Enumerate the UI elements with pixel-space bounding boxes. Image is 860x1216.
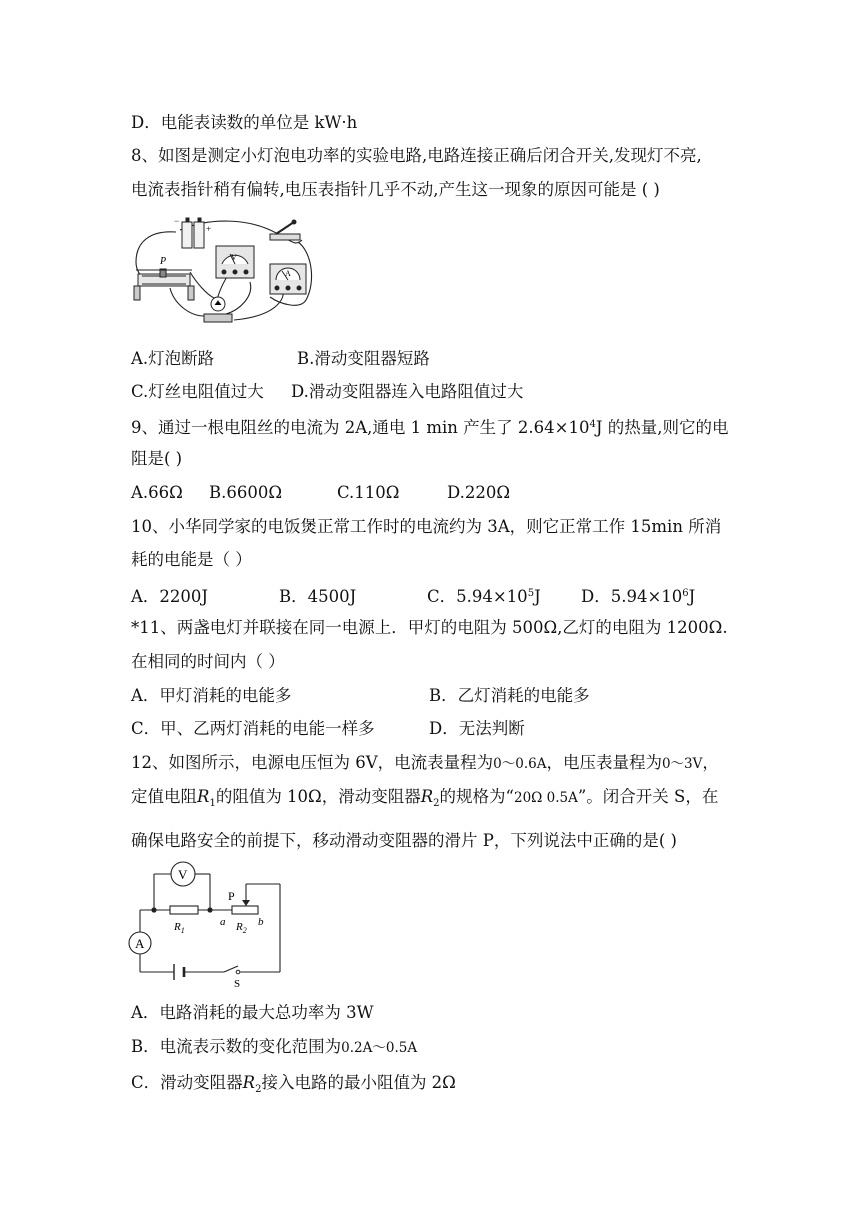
q12-r1-subscript: 1 xyxy=(209,798,216,809)
q10-option-c-text: C．5.94×10 xyxy=(427,587,528,606)
q9-exponent: 4 xyxy=(589,419,596,430)
ammeter-symbol: A xyxy=(135,936,145,951)
q12-ammeter-range: 0～0.6A xyxy=(493,756,547,772)
q12-voltmeter-range: 0～3V xyxy=(661,756,703,772)
q9-stem-line1 xyxy=(131,414,728,439)
q11-options-row2 xyxy=(131,718,525,740)
q12-r1-symbol: R xyxy=(197,787,210,806)
q8-option-a: A.灯泡断路 xyxy=(131,349,215,368)
q12-option-c-text: C．滑动变阻器 xyxy=(131,1073,243,1092)
q12-stem-line1 xyxy=(131,752,719,775)
q8-option-d: D.滑动变阻器连入电路阻值过大 xyxy=(291,382,524,401)
q11-options-row1 xyxy=(131,685,590,707)
q12-option-a: A．电路消耗的最大总功率为 3W xyxy=(131,1003,374,1022)
q10-option-d-unit: J xyxy=(688,587,696,606)
end-a-label: a xyxy=(220,916,226,928)
q12-option-b-text: B．电流表示数的变化范围为 xyxy=(131,1037,342,1056)
q7-option-d: D．电能表读数的单位是 kW·h xyxy=(131,113,358,132)
q8-options-row2 xyxy=(131,381,523,403)
q8-stem-line2: 电流表指针稍有偏转,电压表指针几乎不动,产生这一现象的原因可能是 ( ) xyxy=(131,180,660,199)
q8-stem-line1: 8、如图是测定小灯泡电功率的实验电路,电路连接正确后闭合开关,发现灯不亮, xyxy=(131,146,702,165)
q11-option-c: C．甲、乙两灯消耗的电能一样多 xyxy=(131,719,375,738)
battery-plus-label: + xyxy=(206,224,212,234)
ammeter-label: A xyxy=(285,269,291,278)
q12-r2-symbol: R xyxy=(420,787,434,806)
q10-option-c-unit: J xyxy=(534,587,541,606)
q12-option-c-r-subscript: 2 xyxy=(255,1084,262,1095)
q10-option-c xyxy=(427,583,581,608)
q12-stem-comma: ， xyxy=(702,753,719,772)
q8-circuit-photo xyxy=(130,212,320,330)
q9-stem-text: 9、通过一根电阻丝的电流为 2A,通电 1 min 产生了 2.64×10 xyxy=(131,418,590,437)
q12-stem-text-3: 定值电阻 xyxy=(131,787,197,806)
q12-option-c-text-end: 接入电路的最小阻值为 2Ω xyxy=(261,1073,456,1092)
voltmeter-symbol: V xyxy=(178,867,188,882)
slider-p-label: P xyxy=(228,889,235,903)
q12-rheostat-spec: 20Ω 0.5A xyxy=(513,790,578,806)
q11-option-b: B．乙灯消耗的电能多 xyxy=(429,686,590,705)
q12-stem-text-2: ，电压表量程为 xyxy=(546,753,662,772)
q8-option-b: B.滑动变阻器短路 xyxy=(297,349,430,368)
q10-stem-line1: 10、小华同学家的电饭煲正常工作时的电流约为 3A，则它正常工作 15min 所消 xyxy=(131,517,722,536)
q11-option-a: A．甲灯消耗的电能多 xyxy=(131,686,292,705)
q10-stem-line2: 耗的电能是（ ） xyxy=(131,550,252,569)
q12-option-c-r-symbol: R xyxy=(242,1073,256,1092)
q11-stem-line1: *11、两盏电灯并联接在同一电源上．甲灯的电阻为 500Ω,乙灯的电阻为 1200Ω. xyxy=(131,618,728,637)
q9-option-c: C.110Ω xyxy=(337,483,400,502)
slider-p-label: P xyxy=(160,256,167,267)
q10-option-c-exponent: 5 xyxy=(527,588,535,599)
q9-stem-line2: 阻是( ) xyxy=(131,449,183,468)
q12-stem-text-5: 的规格为“ xyxy=(439,787,514,806)
r1-label-letter: R xyxy=(174,921,181,933)
q12-option-b xyxy=(131,1036,417,1059)
q12-stem-text-6: ”。闭合开关 S，在 xyxy=(577,787,719,806)
q8-options-row1 xyxy=(131,348,430,370)
q12-r2-subscript: 2 xyxy=(433,798,440,809)
q9-option-a: A.66Ω xyxy=(131,483,183,502)
q10-option-d-exponent: 6 xyxy=(682,588,689,599)
r2-label xyxy=(235,921,247,935)
end-b-label: b xyxy=(258,916,264,928)
q10-option-d-text: D．5.94×10 xyxy=(581,587,683,606)
q12-stem-line3: 确保电路安全的前提下，移动滑动变阻器的滑片 P，下列说法中正确的是( ) xyxy=(131,831,677,850)
q12-option-c xyxy=(131,1072,456,1101)
q11-stem-line2: 在相同的时间内（ ） xyxy=(131,652,285,671)
r2-label-subscript: 2 xyxy=(242,926,247,935)
battery-minus-label: − xyxy=(174,216,180,226)
q10-options xyxy=(131,583,695,608)
q9-stem-text-end: J 的热量,则它的电 xyxy=(595,418,729,437)
q12-circuit-diagram xyxy=(128,858,288,990)
q10-option-b: B．4500J xyxy=(279,587,357,606)
q11-option-d: D．无法判断 xyxy=(429,719,525,738)
q9-option-d: D.220Ω xyxy=(447,483,511,502)
q10-option-a: A．2200J xyxy=(131,587,209,606)
q9-option-b: B.6600Ω xyxy=(209,483,283,502)
r1-label-subscript: 1 xyxy=(180,926,185,935)
q12-option-b-range: 0.2A～0.5A xyxy=(341,1040,418,1056)
r1-label xyxy=(173,921,185,935)
voltmeter-label: V xyxy=(231,253,237,262)
switch-s-label: S xyxy=(234,978,241,990)
q12-stem-text-4: 的阻值为 10Ω，滑动变阻器 xyxy=(215,787,421,806)
q9-options xyxy=(131,482,510,504)
q10-option-d xyxy=(581,583,695,608)
q12-stem-line2 xyxy=(131,786,718,815)
r2-label-letter: R xyxy=(236,921,243,933)
q8-option-c: C.灯丝电阻值过大 xyxy=(131,382,264,401)
q12-stem-text-1: 12、如图所示，电源电压恒为 6V，电流表量程为 xyxy=(131,753,494,772)
